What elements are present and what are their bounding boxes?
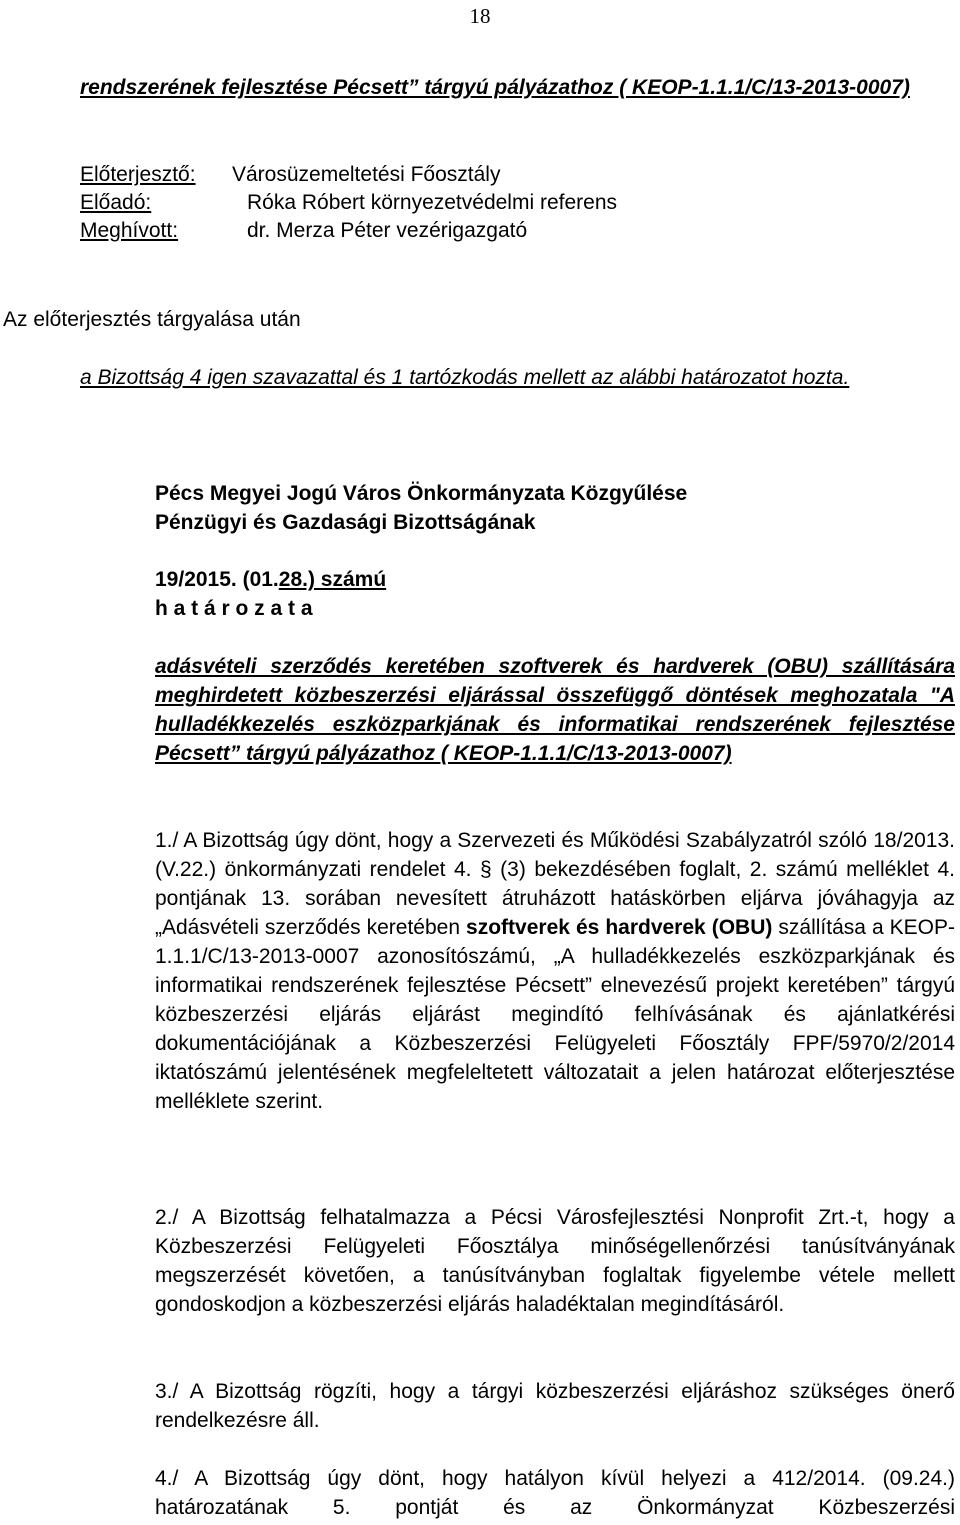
paragraph-2: 2./ A Bizottság felhatalmazza a Pécsi Városfejlesztési Nonprofit Zrt.-t, hogy a Közbeszerzési Felügyeleti Főosztálya minőségellenőrzési tanúsítványának megszerzését követően, a tanúsítványban foglaltak figyelembe vétele mellett gondoskodjon a közbeszerzési eljárás haladéktalan megindításáról. xyxy=(155,1206,955,1316)
meta-key: Előadó: xyxy=(80,191,152,214)
paragraph-4: 4./ A Bizottság úgy dönt, hogy hatályon kívül helyezi a 412/2014. (09.24.) határozatának 5. pontját és az Önkormányzat Közbeszerzési xyxy=(155,1467,955,1519)
resolution-word: h a t á r o z a t a xyxy=(155,597,313,620)
page-number: 18 xyxy=(469,4,491,28)
committee-title-line-1: Pécs Megyei Jogú Város Önkormányzata Közgyűlése xyxy=(155,482,688,505)
paragraph-1 xyxy=(155,826,955,1116)
after-discussion-line: Az előterjesztés tárgyalása után xyxy=(3,308,301,331)
meta-key: Előterjesztő: xyxy=(80,163,196,186)
paragraph-3: 3./ A Bizottság rögzíti, hogy a tárgyi közbeszerzési eljáráshoz szükséges önerő rendelkezésre áll. xyxy=(155,1380,955,1432)
meta-block xyxy=(80,160,617,244)
meta-key: Meghívott: xyxy=(80,219,179,242)
committee-title xyxy=(155,479,955,537)
meta-value: Róka Róbert környezetvédelmi referens xyxy=(247,191,618,214)
meta-row-invited xyxy=(80,216,617,244)
subject-heading: rendszerének fejlesztése Pécsett” tárgyú pályázathoz ( KEOP-1.1.1/C/13-2013-0007) xyxy=(80,76,910,99)
paragraph-1-bold: szoftverek és hardverek (OBU) xyxy=(466,916,773,939)
resolution-subject: adásvételi szerződés keretében szoftverek és hardverek (OBU) szállítására meghirdetett közbeszerzési eljárással összefüggő döntések meghozatala "A hulladékkezelés eszközparkjának és informatikai rendszerének fejlesztése Pécsett” tárgyú pályázathoz ( KEOP-1.1.1/C/13-2013-0007) xyxy=(155,655,955,765)
paragraph-1-after: szállítása a KEOP-1.1.1/C/13-2013-0007 azonosítószámú, „A hulladékkezelés eszközparkjának és informatikai rendszerének fejlesztése Pécsett” elnevezésű projekt keretében” tárgyú közbeszerzési eljárás eljárást megindító felhívásának és ajánlatkérési dokumentációjának a Közbeszerzési Felügyeleti Főosztály FPF/5970/2/2014 iktatószámú jelentésének megfeleltetett változatait a jelen határozat előterjesztése melléklete szerint. xyxy=(155,916,956,1113)
meta-row-speaker xyxy=(80,188,617,216)
meta-value: Városüzemeltetési Főosztály xyxy=(232,163,501,186)
committee-title-line-2: Pénzügyi és Gazdasági Bizottságának xyxy=(155,511,536,534)
resolution-number xyxy=(155,565,955,594)
resolution-number-plain: 19/2015. (01. xyxy=(155,568,279,591)
vote-line: a Bizottság 4 igen szavazattal és 1 tartózkodás mellett az alábbi határozatot hozta. xyxy=(80,366,850,389)
meta-row-presenter xyxy=(80,160,617,188)
resolution-number-underlined: 28.) számú xyxy=(278,568,387,591)
paragraph-1-before: 1./ A Bizottság úgy dönt, hogy a Szervezeti és Működési Szabályzatról szóló 18/2013.(V.22.) önkormányzati rendelet 4. § (3) bekezdésében foglalt, 2. számú melléklet 4. pontjának 13. sorában nevesített átruházott hatáskörben eljárva jóváhagyja az „Adásvételi szerződés keretében xyxy=(155,829,955,939)
meta-value: dr. Merza Péter vezérigazgató xyxy=(247,219,528,242)
